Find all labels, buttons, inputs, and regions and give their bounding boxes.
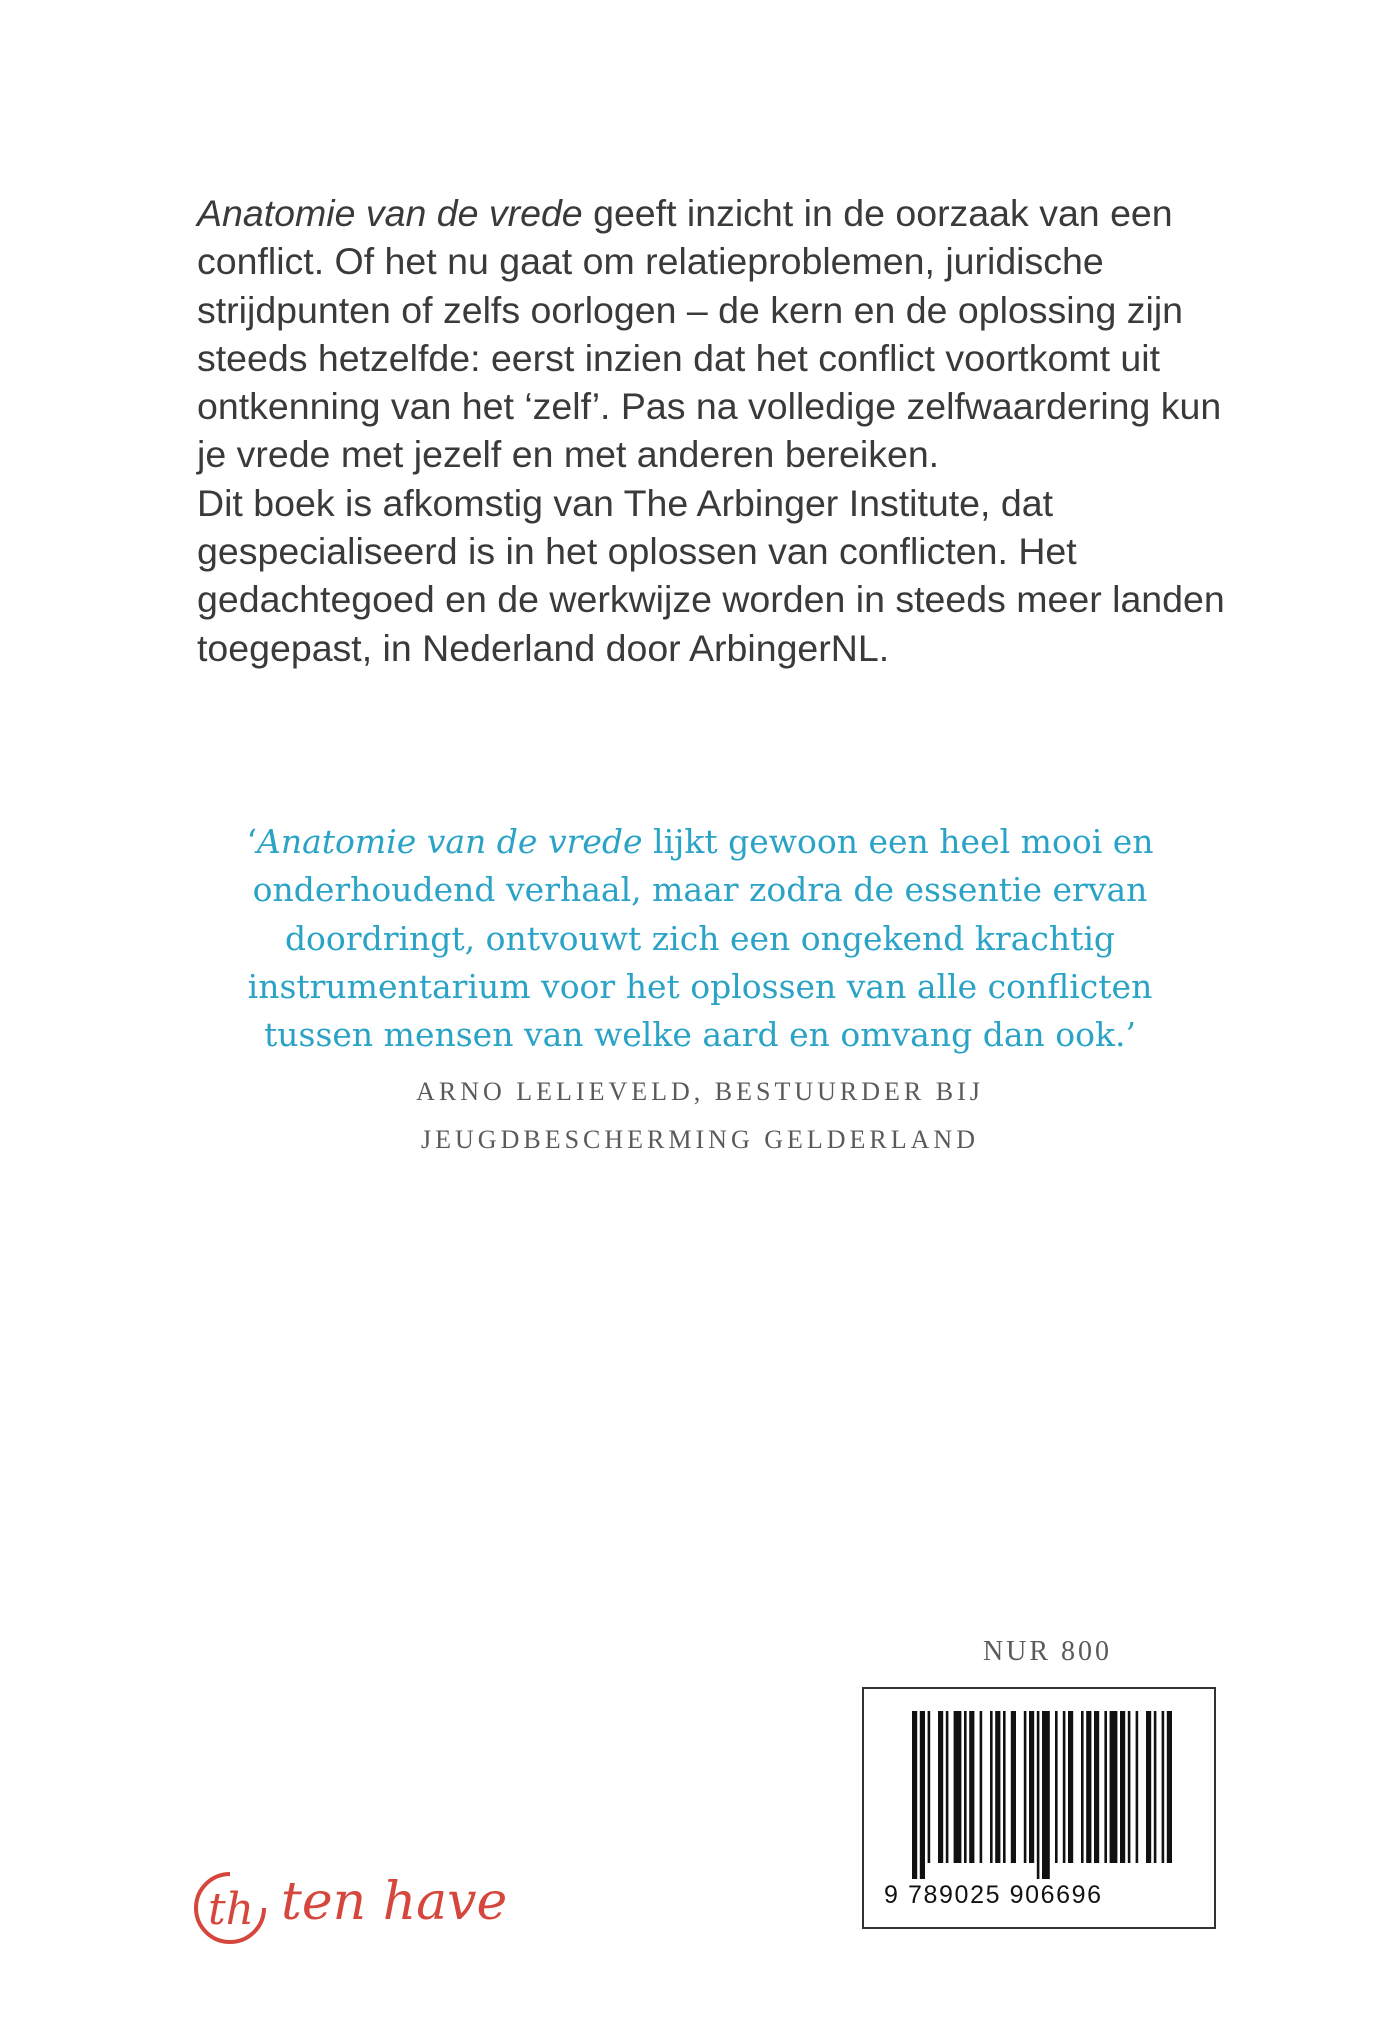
barcode-bar [920,1711,925,1879]
barcode-bar [1128,1711,1131,1863]
attribution-line-1: ARNO LELIEVELD, BESTUURDER BIJ [416,1077,984,1106]
quote-text: lijkt gewoon een heel mooi en onderhoudend verhaal, maar zodra de essentie ervan doordringt, ontvouwt zich een ongekend krachtig instrumentarium voor het oplossen van alle conflicten tussen mensen van welke aard en omvang dan ook.’ [247,822,1154,1055]
barcode-bar [1029,1711,1034,1863]
quote-attribution [250,1068,1150,1164]
barcode-bar [946,1711,949,1863]
publisher-logo [190,1868,510,1948]
barcode-bar [969,1711,974,1863]
blurb-text [197,189,1232,672]
barcode-bar [1055,1711,1058,1863]
barcode-bar [1003,1711,1006,1863]
barcode-bar [1162,1711,1165,1863]
blurb-book-title: Anatomie van de vrede [197,192,583,234]
barcode-bar [990,1711,993,1863]
publisher-monogram-icon [190,1868,270,1948]
barcode-bar [1154,1711,1157,1863]
nur-code: NUR 800 [982,1636,1113,1667]
barcode-bar [1086,1711,1091,1863]
blurb-paragraph-2: Dit boek is afkomstig van The Arbinger Institute, dat gespecialiseerd is in het oplossen van conflicten. Het gedachtegoed en de werkwijze worden in steeds meer landen toegepast, in Nederland door ArbingerNL. [197,481,1225,669]
barcode-digits: 9 789025 906696 [884,1881,1103,1909]
barcode-bar [1094,1711,1099,1863]
barcode-bar [1068,1711,1073,1863]
barcode-bar [912,1711,917,1879]
barcode-bar [1037,1711,1040,1879]
barcode-bar [1167,1711,1172,1863]
barcode-bar [980,1711,983,1863]
barcode-bar [954,1711,962,1863]
barcode-bar [1120,1711,1125,1863]
barcode-bar [995,1711,1000,1863]
publisher-name: ten have [281,1872,508,1932]
barcode-bar [1146,1711,1151,1863]
barcode-bar [1081,1711,1084,1863]
barcode-bars [912,1711,1174,1879]
barcode-bar [1063,1711,1066,1863]
barcode-bar [928,1711,931,1863]
barcode-bar [1024,1711,1027,1863]
quote-open-mark: ‘ [246,822,257,861]
barcode-bar [1104,1711,1107,1863]
barcode-bar [1110,1711,1118,1863]
barcode-bar [1136,1711,1139,1863]
barcode-bar [964,1711,967,1863]
barcode-bar [1042,1711,1050,1879]
blurb-paragraph-1 [197,189,1232,479]
barcode-bar [938,1711,943,1863]
quote-book-title: Anatomie van de vrede [256,822,643,861]
barcode-bar [1011,1711,1016,1863]
attribution-line-2: JEUGDBESCHERMING GELDERLAND [421,1125,979,1154]
monogram-text: th [207,1884,255,1935]
review-quote [220,818,1180,1059]
isbn-barcode [862,1687,1216,1929]
blurb-paragraph-1-text: geeft inzicht in de oorzaak van een conflict. Of het nu gaat om relatieproblemen, juridische strijdpunten of zelfs oorlogen – de kern en de oplossing zijn steeds hetzelfde: eerst inzien dat het conflict voortkomt uit ontkenning van het ‘zelf’. Pas na volledige zelfwaardering kun je vrede met jezelf en met anderen bereiken. [197,192,1222,476]
